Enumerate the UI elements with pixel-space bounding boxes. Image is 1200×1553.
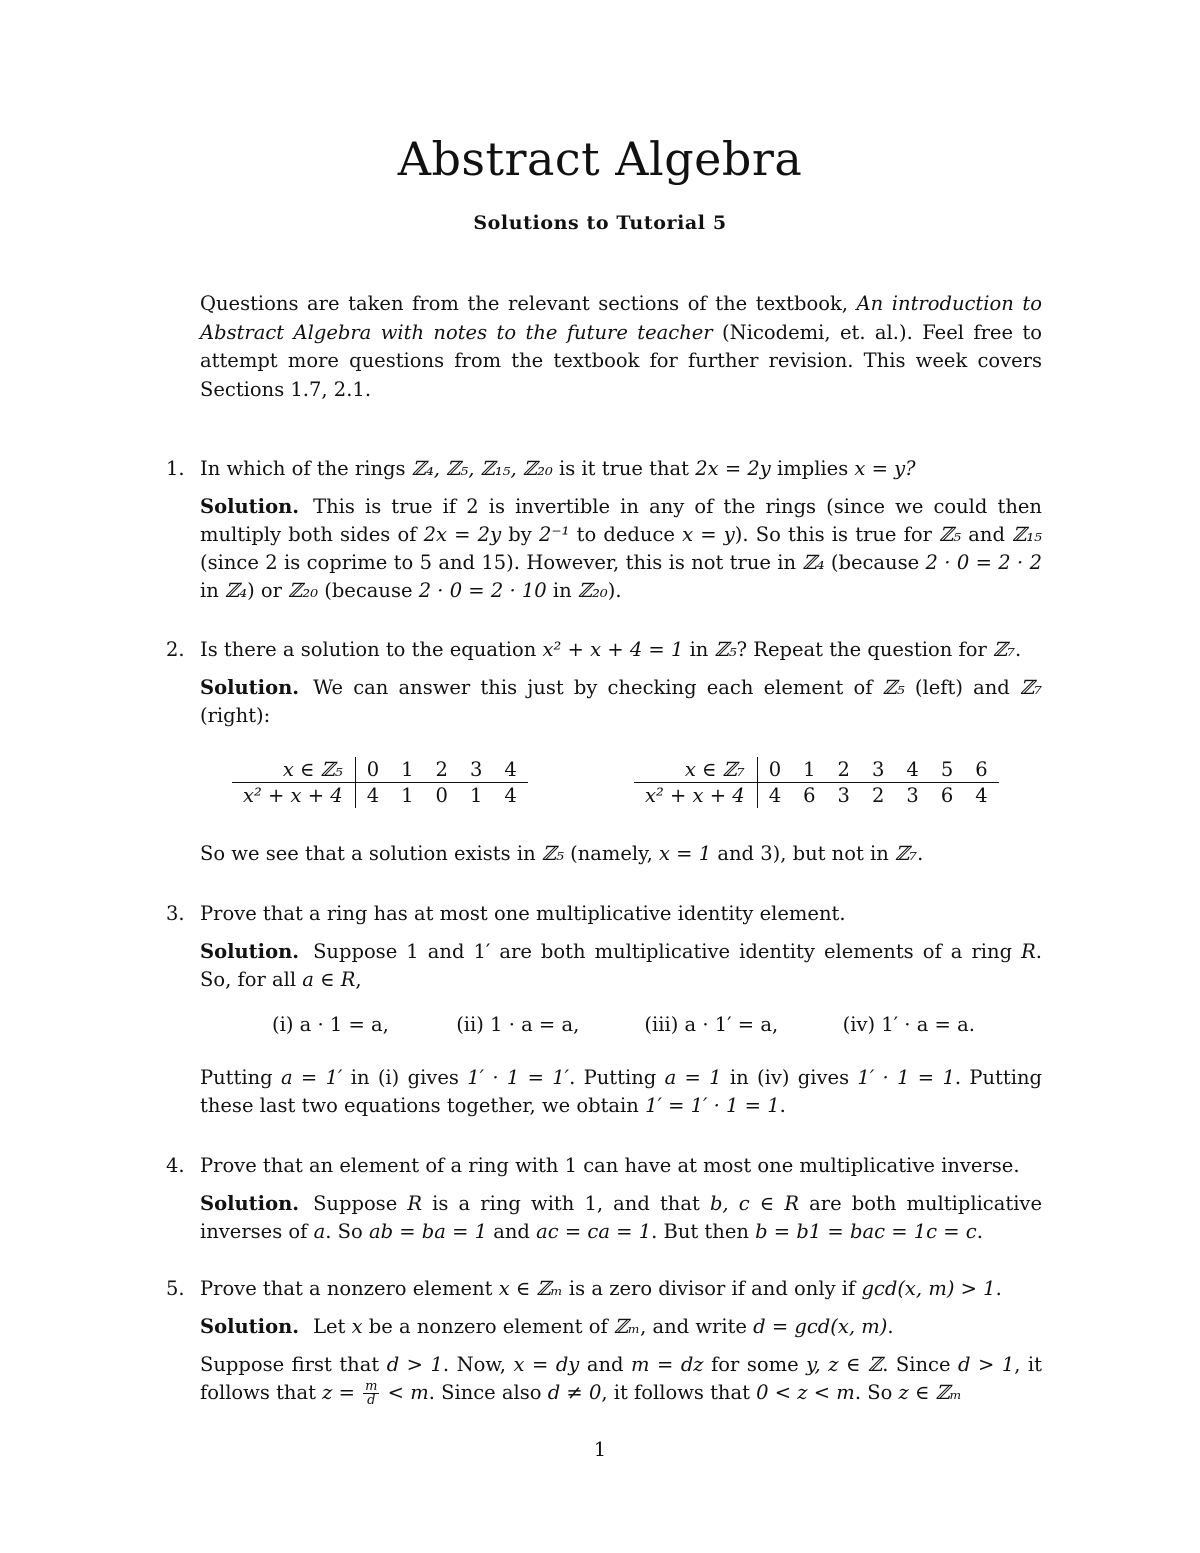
question-5: 5. Prove that a nonzero element x ∈ ℤₘ is a zero divisor if and only if gcd(x, m) > 1. Solution. Let x be a nonzero element of ℤₘ, and write d = gcd(x, m). Suppose first that d > 1. Now, x = dy and m = dz for some y, z ∈ ℤ. Since d > 1, it follows that z = $\frac{m}{d}$ < m. Since also d ≠ 0, it follows that 0 < z < m. So z ∈ ℤₘ xyxy=(166,1277,1043,1408)
question-4-text: Prove that an element of a ring with 1 can have at most one multiplicative inverse. xyxy=(200,1154,1020,1177)
question-2: 2. Is there a solution to the equation x² + x + 4 = 1 in ℤ₅? Repeat the question for ℤ₇. Solution. We can answer this just by checking each element of ℤ₅ (left) and ℤ₇ (right): xyxy=(166,636,1042,730)
page-number: 1 xyxy=(593,1438,607,1461)
question-2-conclusion: So we see that a solution exists in ℤ₅ (namely, x = 1 and 3), but not in ℤ₇. xyxy=(200,842,924,865)
table-z7 xyxy=(634,757,999,808)
identity-equations: (i) a · 1 = a, (ii) 1 · a = a, (iii) a · 1′ = a, (iv) 1′ · a = a. xyxy=(272,1013,975,1036)
question-1: 1. In which of the rings ℤ₄, ℤ₅, ℤ₁₅, ℤ₂₀ is it true that 2x = 2y implies x = y? Solution. This is true if 2 is invertible in any of the rings (since we could then multiply both sides of 2x = 2y by 2⁻¹ to deduce x = y). So this is true for ℤ₅ and ℤ₁₅ (since 2 is coprime to 5 and 15). However, this is not true in ℤ₄ (because 2 · 0 = 2 · 2 in ℤ₄) or ℤ₂₀ (because 2 · 0 = 2 · 10 in ℤ₂₀). xyxy=(166,455,1042,605)
table-row: x² + x + 4 4 1 0 1 4 xyxy=(232,783,528,809)
question-3: 3. Prove that a ring has at most one multiplicative identity element. Solution. Suppose 1 and 1′ are both multiplicative identity elements of a ring R. So, for all a ∈ R, xyxy=(166,900,1042,994)
solution-4: Solution. Suppose R is a ring with 1, and that b, c ∈ R are both multiplicative inverses of a. So ab = ba = 1 and ac = ca = 1. But then b = b1 = bac = 1c = c. xyxy=(200,1192,1042,1243)
question-1-text: In which of the rings ℤ₄, ℤ₅, ℤ₁₅, ℤ₂₀ is it true that 2x = 2y implies x = y? xyxy=(200,457,916,480)
fraction-m-over-d: $\frac{m}{d}$ xyxy=(365,1379,378,1408)
textbook-title: An introduction to Abstract Algebra with notes to the future teacher xyxy=(200,292,1042,344)
table-row: x ∈ ℤ₅ 0 1 2 3 4 xyxy=(232,757,528,783)
table-row: x² + x + 4 4 6 3 2 3 6 4 xyxy=(634,783,999,809)
solution-2: Solution. We can answer this just by checking each element of ℤ₅ (left) and ℤ₇ (right): xyxy=(200,676,1043,727)
solution-1: Solution. This is true if 2 is invertible in any of the rings (since we could then multiply both sides of 2x = 2y by 2⁻¹ to deduce x = y). So this is true for ℤ₅ and ℤ₁₅ (since 2 is coprime to 5 and 15). However, this is not true in ℤ₄ (because 2 · 0 = 2 · 2 in ℤ₄) or ℤ₂₀ (because 2 · 0 = 2 · 10 in ℤ₂₀). xyxy=(200,495,1042,602)
document-subtitle: Solutions to Tutorial 5 xyxy=(473,212,727,234)
question-4: 4. Prove that an element of a ring with 1 can have at most one multiplicative inverse. Solution. Suppose R is a ring with 1, and that b, c ∈ R are both multiplicative inverses of a. So ab = ba = 1 and ac = ca = 1. But then b = b1 = bac = 1c = c. xyxy=(166,1152,1042,1246)
intro-paragraph: Questions are taken from the relevant sections of the textbook, An introduction to Abstract Algebra with notes to the future teacher (Nicodemi, et. al.). Feel free to attempt more questions from the textbook for further revision. This week covers Sections 1.7, 2.1. xyxy=(200,292,1042,401)
table-z5 xyxy=(232,757,528,808)
solution-3: Solution. Suppose 1 and 1′ are both multiplicative identity elements of a ring R. So, for all a ∈ R, xyxy=(200,940,1042,991)
question-2-text: Is there a solution to the equation x² + x + 4 = 1 in ℤ₅? Repeat the question for ℤ₇. xyxy=(200,638,1022,661)
question-3-text: Prove that a ring has at most one multiplicative identity element. xyxy=(200,902,846,925)
table-row: x ∈ ℤ₇ 0 1 2 3 4 5 6 xyxy=(634,757,999,783)
question-5-text: Prove that a nonzero element x ∈ ℤₘ is a zero divisor if and only if gcd(x, m) > 1. xyxy=(200,1277,1002,1300)
solution-5-paragraph-2: Suppose first that d > 1. Now, x = dy and m = dz for some y, z ∈ ℤ. Since d > 1, it follows that z = $\frac{m}{d}$ < m. Since also d ≠ 0, it follows that 0 < z < m. So z ∈ ℤₘ xyxy=(200,1353,1043,1408)
document-title: Abstract Algebra xyxy=(397,132,803,186)
solution-3-conclusion: Putting a = 1′ in (i) gives 1′ · 1 = 1′. Putting a = 1 in (iv) gives 1′ · 1 = 1. Putting these last two equations together, we obtain 1′ = 1′ · 1 = 1. xyxy=(200,1066,1043,1117)
solution-5: Solution. Let x be a nonzero element of ℤₘ, and write d = gcd(x, m). xyxy=(200,1315,894,1338)
